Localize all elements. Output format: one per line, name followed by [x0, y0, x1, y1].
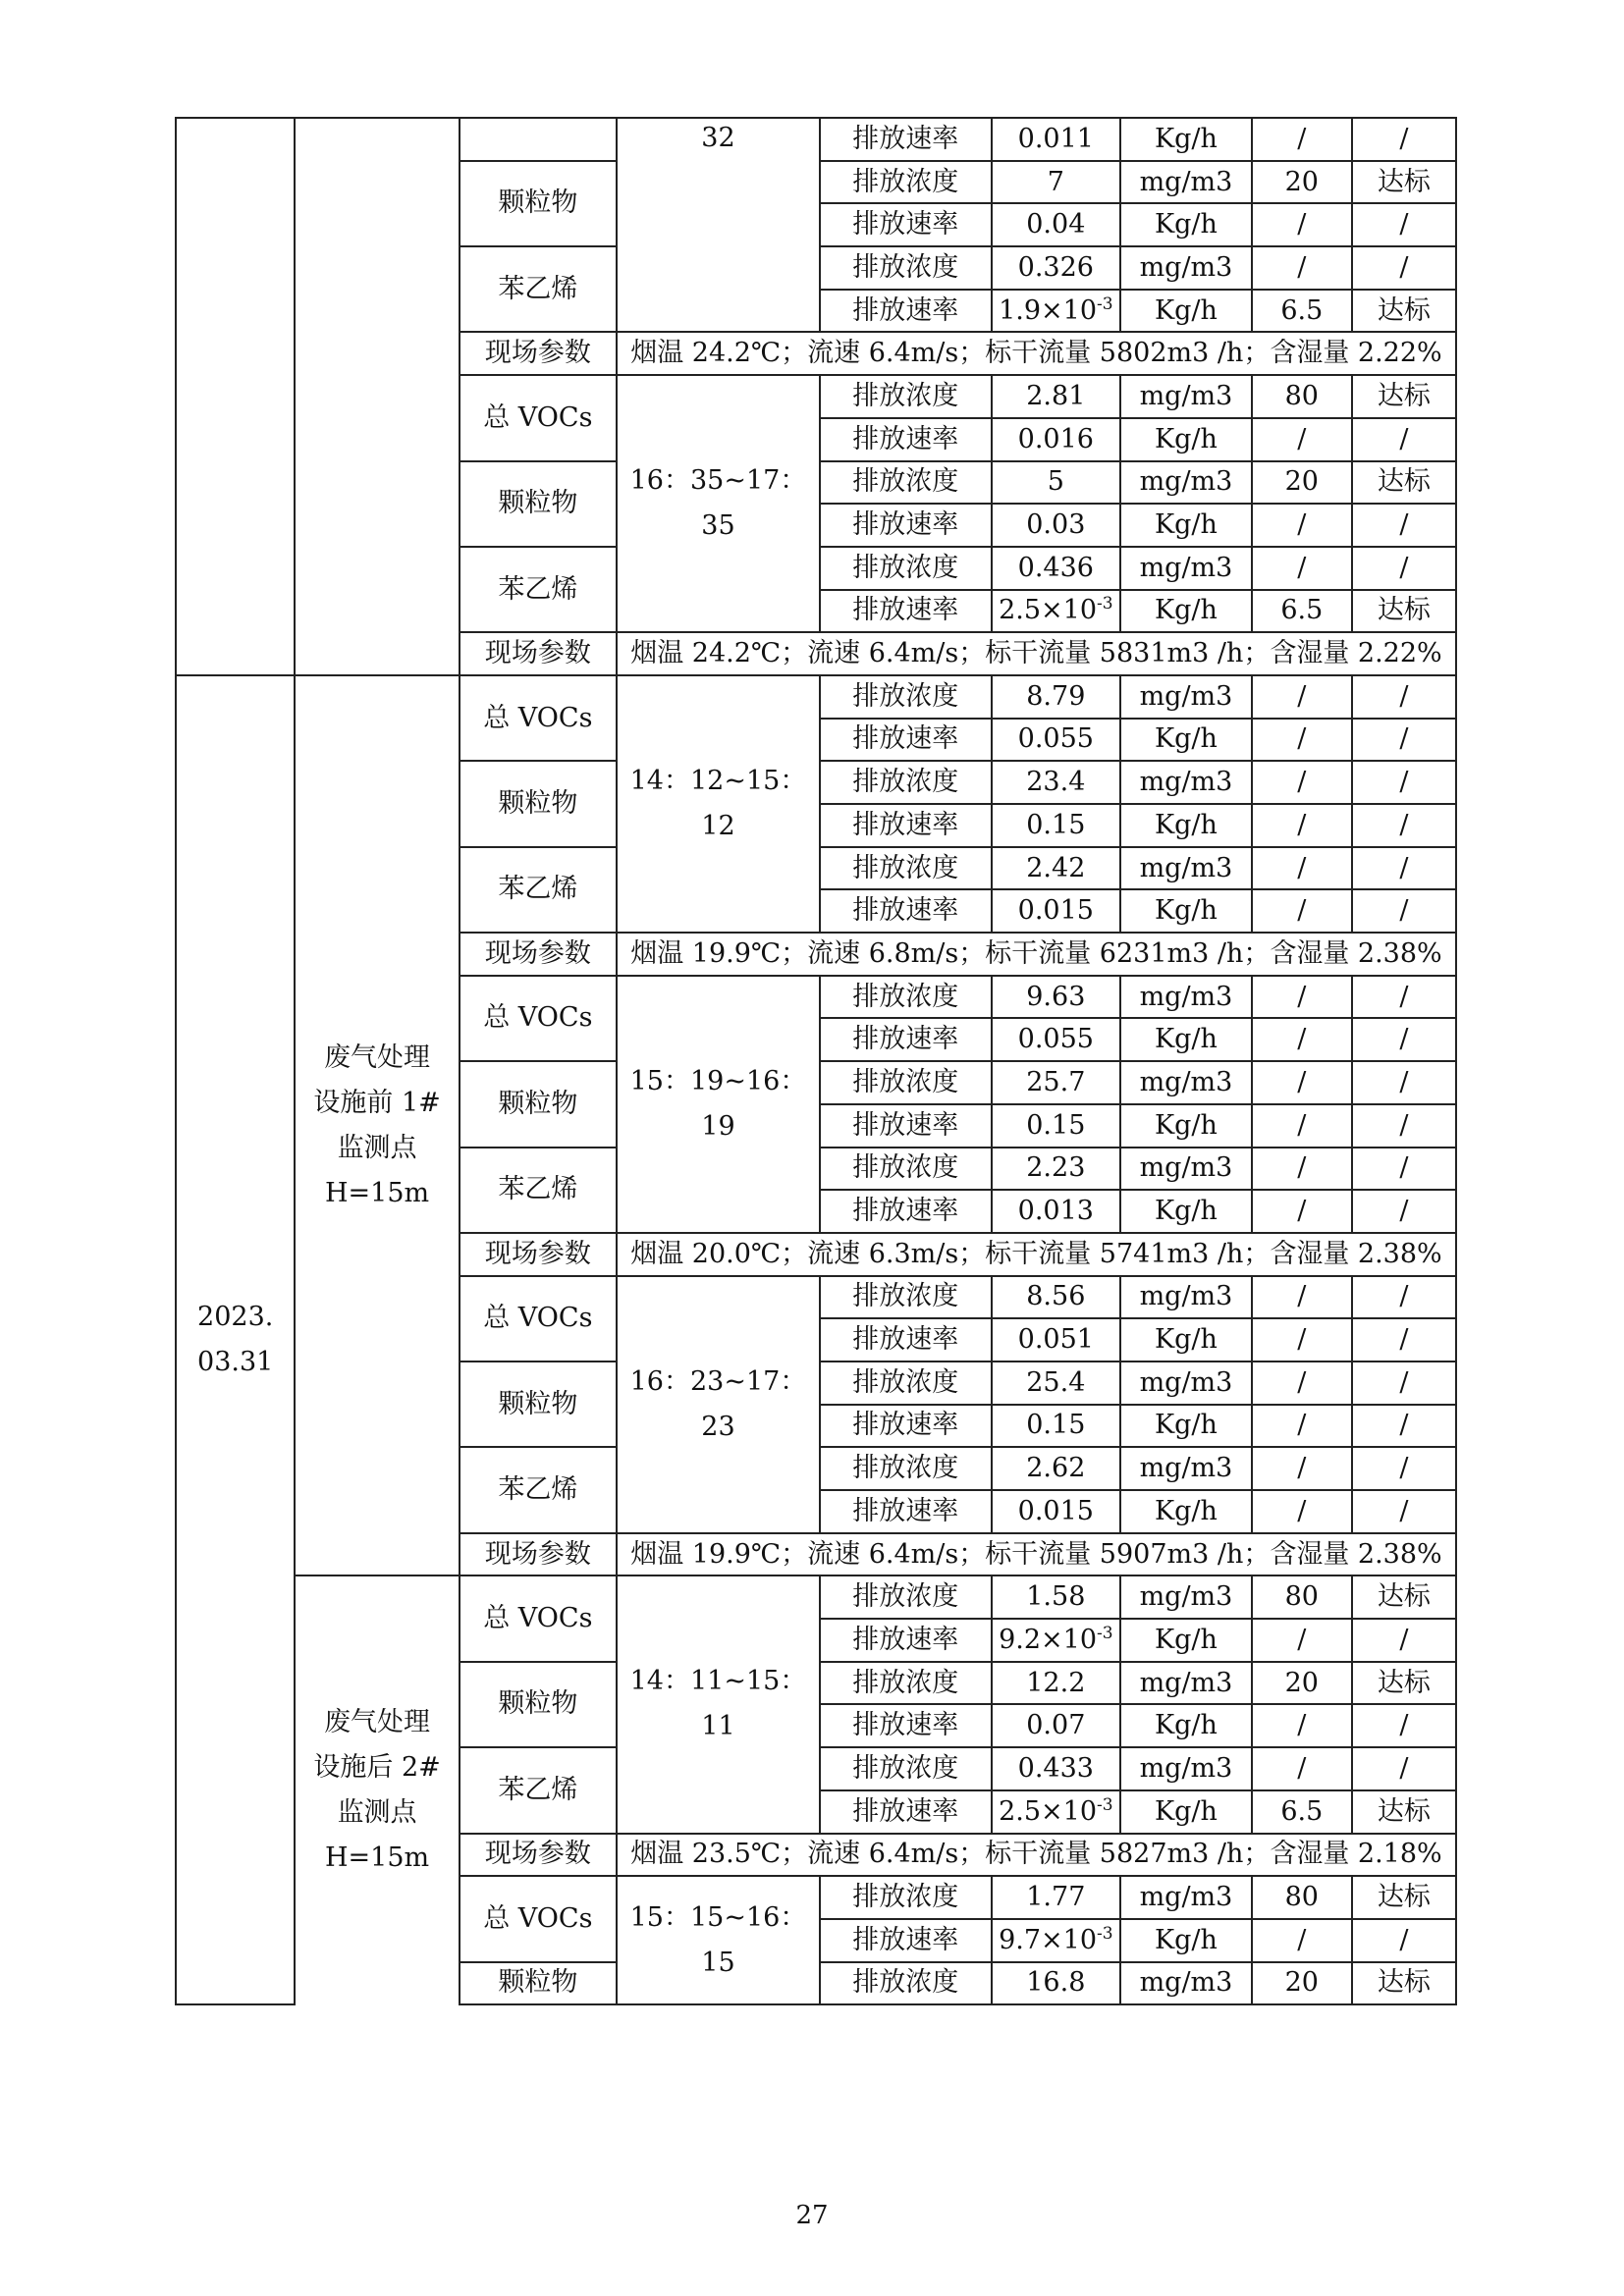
judgement-cell: /: [1352, 1104, 1456, 1148]
pollutant-cell: 总 VOCs: [460, 976, 617, 1061]
unit-cell: Kg/h: [1120, 1919, 1252, 1962]
standard-cell: /: [1252, 1104, 1352, 1148]
standard-cell: /: [1252, 118, 1352, 161]
item-cell: 排放浓度: [820, 1962, 991, 2005]
value-cell: 16.8: [992, 1962, 1121, 2005]
unit-cell: mg/m3: [1120, 1276, 1252, 1319]
unit-cell: Kg/h: [1120, 418, 1252, 461]
table-row: [176, 1575, 1456, 1619]
field-params-value: 烟温 19.9℃；流速 6.4m/s；标干流量 5907m3 /h；含湿量 2.38%: [617, 1533, 1456, 1576]
item-cell: 排放浓度: [820, 976, 991, 1019]
standard-cell: 20: [1252, 1662, 1352, 1705]
field-params-label: 现场参数: [460, 933, 617, 976]
date-cell: 2023. 03.31: [176, 675, 295, 2004]
unit-cell: Kg/h: [1120, 1490, 1252, 1533]
value-cell: 2.42: [992, 847, 1121, 890]
item-cell: 排放浓度: [820, 1148, 991, 1191]
standard-cell: /: [1252, 203, 1352, 246]
unit-cell: mg/m3: [1120, 1662, 1252, 1705]
judgement-cell: 达标: [1352, 1962, 1456, 2005]
time-cell: 15：19~16： 19: [617, 976, 820, 1233]
value-cell: $9.2\times 10^{-3}$: [992, 1619, 1121, 1662]
standard-cell: 6.5: [1252, 290, 1352, 333]
field-params-value: 烟温 24.2℃；流速 6.4m/s；标干流量 5802m3 /h；含湿量 2.22%: [617, 332, 1456, 375]
item-cell: 排放速率: [820, 1190, 991, 1233]
judgement-cell: /: [1352, 889, 1456, 933]
judgement-cell: /: [1352, 1619, 1456, 1662]
time-cell: 15：15~16： 15: [617, 1876, 820, 2004]
judgement-cell: /: [1352, 203, 1456, 246]
item-cell: 排放浓度: [820, 847, 991, 890]
item-cell: 排放速率: [820, 1790, 991, 1834]
pollutant-cell: 苯乙烯: [460, 1747, 617, 1833]
item-cell: 排放速率: [820, 1018, 991, 1061]
item-cell: 排放浓度: [820, 461, 991, 505]
item-cell: 排放速率: [820, 590, 991, 633]
field-params-value: 烟温 23.5℃；流速 6.4m/s；标干流量 5827m3 /h；含湿量 2.18%: [617, 1834, 1456, 1877]
standard-cell: /: [1252, 1276, 1352, 1319]
standard-cell: /: [1252, 804, 1352, 847]
item-cell: 排放速率: [820, 1490, 991, 1533]
judgement-cell: 达标: [1352, 461, 1456, 505]
judgement-cell: /: [1352, 547, 1456, 590]
time-cell: 14：11~15： 11: [617, 1575, 820, 1833]
item-cell: 排放速率: [820, 1919, 991, 1962]
standard-cell: /: [1252, 1919, 1352, 1962]
judgement-cell: /: [1352, 1318, 1456, 1362]
judgement-cell: /: [1352, 804, 1456, 847]
judgement-cell: 达标: [1352, 1876, 1456, 1919]
unit-cell: Kg/h: [1120, 1704, 1252, 1747]
standard-cell: /: [1252, 418, 1352, 461]
unit-cell: Kg/h: [1120, 1190, 1252, 1233]
item-cell: 排放浓度: [820, 547, 991, 590]
pollutant-cell: 颗粒物: [460, 1061, 617, 1147]
value-cell: 0.433: [992, 1747, 1121, 1790]
unit-cell: mg/m3: [1120, 461, 1252, 505]
judgement-cell: /: [1352, 118, 1456, 161]
value-cell: 2.23: [992, 1148, 1121, 1191]
value-cell: 25.4: [992, 1362, 1121, 1405]
judgement-cell: /: [1352, 246, 1456, 290]
standard-cell: 80: [1252, 1876, 1352, 1919]
value-cell: $2.5\times 10^{-3}$: [992, 590, 1121, 633]
standard-cell: /: [1252, 847, 1352, 890]
judgement-cell: /: [1352, 418, 1456, 461]
value-cell: 0.016: [992, 418, 1121, 461]
unit-cell: mg/m3: [1120, 547, 1252, 590]
pollutant-cell: 总 VOCs: [460, 375, 617, 460]
standard-cell: /: [1252, 547, 1352, 590]
judgement-cell: /: [1352, 1148, 1456, 1191]
unit-cell: mg/m3: [1120, 847, 1252, 890]
judgement-cell: /: [1352, 1747, 1456, 1790]
standard-cell: /: [1252, 719, 1352, 762]
time-text: 32: [701, 123, 735, 153]
value-cell: 8.79: [992, 675, 1121, 719]
field-params-value: 烟温 19.9℃；流速 6.8m/s；标干流量 6231m3 /h；含湿量 2.38%: [617, 933, 1456, 976]
standard-cell: /: [1252, 1318, 1352, 1362]
unit-cell: Kg/h: [1120, 1790, 1252, 1834]
judgement-cell: /: [1352, 504, 1456, 547]
judgement-cell: /: [1352, 1447, 1456, 1490]
pollutant-cell: 总 VOCs: [460, 1876, 617, 1961]
item-cell: 排放浓度: [820, 1276, 991, 1319]
value-cell: 0.055: [992, 719, 1121, 762]
time-cell: [617, 118, 820, 332]
value-cell: 0.055: [992, 1018, 1121, 1061]
value-cell: 0.015: [992, 1490, 1121, 1533]
value-cell: 0.013: [992, 1190, 1121, 1233]
value-cell: 5: [992, 461, 1121, 505]
unit-cell: mg/m3: [1120, 1447, 1252, 1490]
item-cell: 排放速率: [820, 1619, 991, 1662]
site-cell-prev: [295, 118, 459, 675]
unit-cell: mg/m3: [1120, 1061, 1252, 1104]
judgement-cell: /: [1352, 976, 1456, 1019]
unit-cell: mg/m3: [1120, 1876, 1252, 1919]
item-cell: 排放浓度: [820, 246, 991, 290]
item-cell: 排放浓度: [820, 161, 991, 204]
value-cell: 0.03: [992, 504, 1121, 547]
field-params-label: 现场参数: [460, 632, 617, 675]
unit-cell: Kg/h: [1120, 118, 1252, 161]
value-cell: $9.7\times 10^{-3}$: [992, 1919, 1121, 1962]
item-cell: 排放速率: [820, 118, 991, 161]
value-cell: 9.63: [992, 976, 1121, 1019]
site-cell-before: 废气处理 设施前 1# 监测点 H=15m: [295, 675, 459, 1575]
standard-cell: /: [1252, 1490, 1352, 1533]
standard-cell: /: [1252, 1190, 1352, 1233]
judgement-cell: /: [1352, 675, 1456, 719]
standard-cell: /: [1252, 504, 1352, 547]
unit-cell: Kg/h: [1120, 203, 1252, 246]
unit-cell: mg/m3: [1120, 1362, 1252, 1405]
pollutant-cell: 苯乙烯: [460, 847, 617, 933]
value-cell: 0.436: [992, 547, 1121, 590]
judgement-cell: 达标: [1352, 1790, 1456, 1834]
judgement-cell: /: [1352, 1061, 1456, 1104]
pollutant-cell: 颗粒物: [460, 1362, 617, 1447]
judgement-cell: 达标: [1352, 290, 1456, 333]
value-cell: 0.07: [992, 1704, 1121, 1747]
pollutant-cell: 颗粒物: [460, 461, 617, 547]
item-cell: 排放浓度: [820, 1662, 991, 1705]
standard-cell: /: [1252, 976, 1352, 1019]
judgement-cell: /: [1352, 719, 1456, 762]
standard-cell: 6.5: [1252, 590, 1352, 633]
unit-cell: mg/m3: [1120, 1962, 1252, 2005]
unit-cell: Kg/h: [1120, 1018, 1252, 1061]
item-cell: 排放速率: [820, 804, 991, 847]
judgement-cell: 达标: [1352, 161, 1456, 204]
standard-cell: /: [1252, 761, 1352, 804]
standard-cell: /: [1252, 1405, 1352, 1448]
standard-cell: 20: [1252, 1962, 1352, 2005]
unit-cell: Kg/h: [1120, 1405, 1252, 1448]
judgement-cell: 达标: [1352, 1662, 1456, 1705]
unit-cell: mg/m3: [1120, 375, 1252, 418]
judgement-cell: /: [1352, 1704, 1456, 1747]
standard-cell: /: [1252, 1619, 1352, 1662]
item-cell: 排放速率: [820, 1704, 991, 1747]
unit-cell: Kg/h: [1120, 889, 1252, 933]
field-params-label: 现场参数: [460, 1834, 617, 1877]
unit-cell: Kg/h: [1120, 1318, 1252, 1362]
value-cell: 0.04: [992, 203, 1121, 246]
value-cell: 0.051: [992, 1318, 1121, 1362]
judgement-cell: /: [1352, 1276, 1456, 1319]
standard-cell: /: [1252, 889, 1352, 933]
standard-cell: /: [1252, 1447, 1352, 1490]
judgement-cell: /: [1352, 1362, 1456, 1405]
judgement-cell: /: [1352, 847, 1456, 890]
value-cell: 0.011: [992, 118, 1121, 161]
item-cell: 排放浓度: [820, 1876, 991, 1919]
pollutant-cell: 总 VOCs: [460, 675, 617, 761]
table-row: [176, 118, 1456, 161]
judgement-cell: 达标: [1352, 1575, 1456, 1619]
unit-cell: Kg/h: [1120, 504, 1252, 547]
unit-cell: Kg/h: [1120, 1619, 1252, 1662]
standard-cell: /: [1252, 1704, 1352, 1747]
pollutant-cell: 颗粒物: [460, 1662, 617, 1747]
pollutant-cell: 颗粒物: [460, 761, 617, 846]
item-cell: 排放速率: [820, 418, 991, 461]
table-row: [176, 675, 1456, 719]
site-cell-after: 废气处理 设施后 2# 监测点 H=15m: [295, 1575, 459, 2004]
value-cell: 0.015: [992, 889, 1121, 933]
unit-cell: mg/m3: [1120, 675, 1252, 719]
standard-cell: /: [1252, 1061, 1352, 1104]
field-params-label: 现场参数: [460, 332, 617, 375]
item-cell: 排放速率: [820, 1405, 991, 1448]
unit-cell: mg/m3: [1120, 761, 1252, 804]
value-cell: 23.4: [992, 761, 1121, 804]
unit-cell: mg/m3: [1120, 1148, 1252, 1191]
field-params-label: 现场参数: [460, 1533, 617, 1576]
item-cell: 排放浓度: [820, 1575, 991, 1619]
value-cell: 0.15: [992, 1104, 1121, 1148]
value-cell: 25.7: [992, 1061, 1121, 1104]
pollutant-cell: 苯乙烯: [460, 1447, 617, 1532]
field-params-value: 烟温 24.2℃；流速 6.4m/s；标干流量 5831m3 /h；含湿量 2.22%: [617, 632, 1456, 675]
judgement-cell: /: [1352, 1190, 1456, 1233]
item-cell: 排放浓度: [820, 1061, 991, 1104]
pollutant-cell: 颗粒物: [460, 1962, 617, 2005]
item-cell: 排放速率: [820, 889, 991, 933]
time-cell: 16：35~17： 35: [617, 375, 820, 632]
item-cell: 排放浓度: [820, 1747, 991, 1790]
unit-cell: mg/m3: [1120, 246, 1252, 290]
pollutant-cell: 苯乙烯: [460, 246, 617, 332]
monitoring-results-table: [175, 117, 1457, 2005]
standard-cell: /: [1252, 1747, 1352, 1790]
date-cell-prev: [176, 118, 295, 675]
standard-cell: /: [1252, 1018, 1352, 1061]
time-cell: 16：23~17： 23: [617, 1276, 820, 1533]
standard-cell: 80: [1252, 1575, 1352, 1619]
item-cell: 排放浓度: [820, 1362, 991, 1405]
judgement-cell: 达标: [1352, 590, 1456, 633]
page-number: 27: [795, 2201, 829, 2230]
item-cell: 排放浓度: [820, 761, 991, 804]
standard-cell: /: [1252, 1362, 1352, 1405]
item-cell: 排放速率: [820, 1104, 991, 1148]
value-cell: 0.15: [992, 804, 1121, 847]
standard-cell: 20: [1252, 161, 1352, 204]
item-cell: 排放速率: [820, 504, 991, 547]
unit-cell: mg/m3: [1120, 1575, 1252, 1619]
field-params-value: 烟温 20.0℃；流速 6.3m/s；标干流量 5741m3 /h；含湿量 2.38%: [617, 1233, 1456, 1276]
standard-cell: 6.5: [1252, 1790, 1352, 1834]
item-cell: 排放浓度: [820, 375, 991, 418]
judgement-cell: /: [1352, 761, 1456, 804]
standard-cell: 20: [1252, 461, 1352, 505]
standard-cell: /: [1252, 246, 1352, 290]
standard-cell: /: [1252, 1148, 1352, 1191]
value-cell: 2.81: [992, 375, 1121, 418]
judgement-cell: /: [1352, 1919, 1456, 1962]
pollutant-cell: 总 VOCs: [460, 1575, 617, 1661]
item-cell: 排放速率: [820, 203, 991, 246]
pollutant-cell: 总 VOCs: [460, 1276, 617, 1362]
unit-cell: mg/m3: [1120, 161, 1252, 204]
unit-cell: Kg/h: [1120, 1104, 1252, 1148]
unit-cell: Kg/h: [1120, 590, 1252, 633]
value-cell: 1.58: [992, 1575, 1121, 1619]
item-cell: 排放浓度: [820, 675, 991, 719]
value-cell: 2.62: [992, 1447, 1121, 1490]
unit-cell: mg/m3: [1120, 976, 1252, 1019]
value-cell: 1.77: [992, 1876, 1121, 1919]
judgement-cell: /: [1352, 1490, 1456, 1533]
value-cell: $2.5\times 10^{-3}$: [992, 1790, 1121, 1834]
value-cell: 0.326: [992, 246, 1121, 290]
time-cell: 14：12~15： 12: [617, 675, 820, 933]
value-cell: 0.15: [992, 1405, 1121, 1448]
unit-cell: Kg/h: [1120, 290, 1252, 333]
judgement-cell: 达标: [1352, 375, 1456, 418]
judgement-cell: /: [1352, 1018, 1456, 1061]
item-cell: 排放速率: [820, 290, 991, 333]
pollutant-cell: 苯乙烯: [460, 547, 617, 632]
item-cell: 排放速率: [820, 1318, 991, 1362]
pollutant-cell: 苯乙烯: [460, 1148, 617, 1233]
item-cell: 排放速率: [820, 719, 991, 762]
unit-cell: Kg/h: [1120, 719, 1252, 762]
value-cell: 12.2: [992, 1662, 1121, 1705]
unit-cell: mg/m3: [1120, 1747, 1252, 1790]
value-cell: 7: [992, 161, 1121, 204]
item-cell: 排放浓度: [820, 1447, 991, 1490]
value-cell: 8.56: [992, 1276, 1121, 1319]
standard-cell: /: [1252, 675, 1352, 719]
pollutant-cell: 颗粒物: [460, 161, 617, 246]
field-params-label: 现场参数: [460, 1233, 617, 1276]
pollutant-cell: [460, 118, 617, 161]
standard-cell: 80: [1252, 375, 1352, 418]
judgement-cell: /: [1352, 1405, 1456, 1448]
unit-cell: Kg/h: [1120, 804, 1252, 847]
value-cell: $1.9\times 10^{-3}$: [992, 290, 1121, 333]
